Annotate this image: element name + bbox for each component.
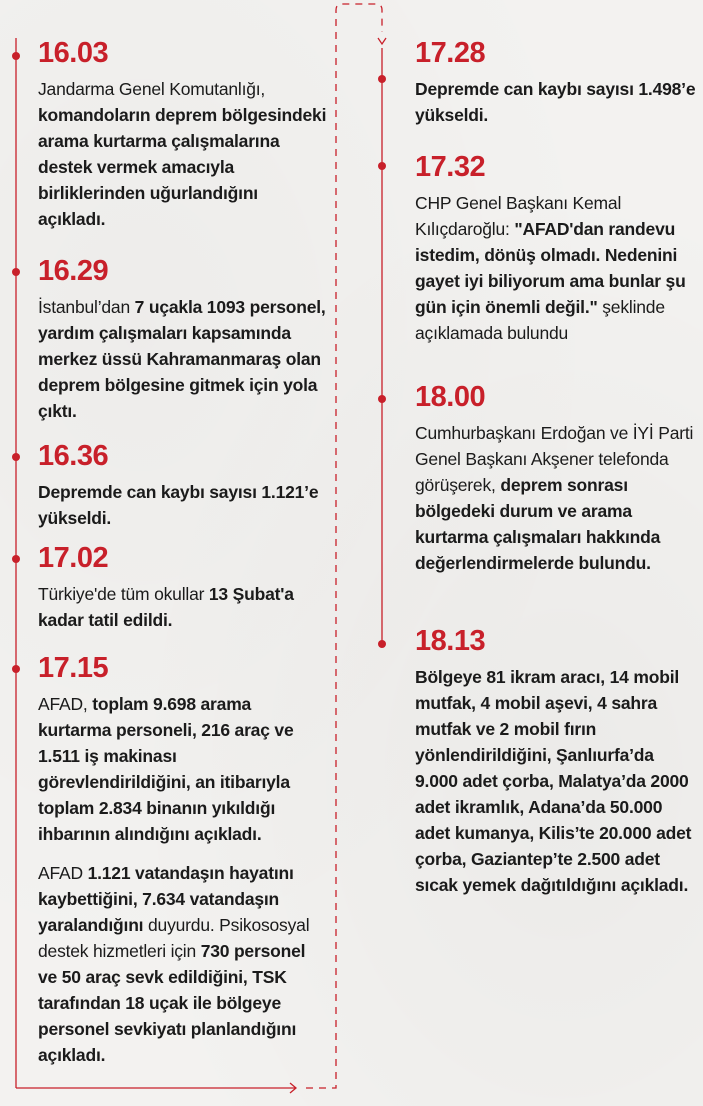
entry-time: 17.02 xyxy=(38,542,109,574)
timeline-entry xyxy=(38,256,328,424)
entry-text xyxy=(415,664,700,898)
bold-text-run: 7 uçakla 1093 personel, yardım çalışmaları kapsamında merkez üssü Kahramanmaraş olan deprem bölgesine gitmek için yola çıktı. xyxy=(38,297,326,421)
entry-text xyxy=(38,860,328,1068)
bold-text-run: toplam 9.698 arama kurtarma personeli, 216 araç ve 1.511 iş makinası görevlendirildiğini, an itibarıyla toplam 2.834 binanın yıkıldığı ihbarının alındığını açıkladı. xyxy=(38,694,294,844)
entry-time: 18.00 xyxy=(415,381,486,413)
entry-time: 17.28 xyxy=(415,37,486,69)
entry-time: 18.13 xyxy=(415,625,486,657)
bold-text-run: Depremde can kaybı sayısı 1.121’e yükseldi. xyxy=(38,482,319,528)
bold-text-run: 1.121 vatandaşın hayatını kaybettiğini, 7.634 vatandaşın yaralandığını xyxy=(38,863,294,935)
bold-text-run: komandoların deprem bölgesindeki arama kurtarma çalışmalarına destek vermek amacıyla birliklerinden uğurlandığını açıkladı. xyxy=(38,105,327,229)
timeline-entry xyxy=(38,543,328,633)
entry-time: 16.36 xyxy=(38,440,109,472)
text-run: CHP Genel Başkanı Kemal Kılıçdaroğlu: xyxy=(415,193,622,239)
timeline-entry xyxy=(38,860,328,1068)
entry-text xyxy=(415,76,700,128)
entry-time: 17.15 xyxy=(38,652,109,684)
text-run: Jandarma Genel Komutanlığı, xyxy=(38,79,266,99)
bold-text-run: 13 Şubat'a kadar tatil edildi. xyxy=(38,584,294,630)
bold-text-run: 730 personel ve 50 araç sevk edildiğini, TSK tarafından 18 uçak ile bölgeye personel sevkiyatı planlandığını açıkladı. xyxy=(38,941,306,1065)
timeline-entry xyxy=(415,152,700,346)
text-run: şeklinde açıklamada bulundu xyxy=(415,297,665,343)
timeline-bullet xyxy=(378,640,386,648)
entry-time: 16.29 xyxy=(38,255,109,287)
timeline-bullet xyxy=(378,162,386,170)
entry-text xyxy=(38,76,328,232)
timeline-bullet xyxy=(12,52,20,60)
down-arrow-icon xyxy=(378,38,386,44)
timeline-entry xyxy=(415,38,700,128)
entry-text xyxy=(38,691,328,847)
entry-text xyxy=(38,479,328,531)
text-run: AFAD, xyxy=(38,694,93,714)
text-run: İstanbul’dan xyxy=(38,297,135,317)
entry-time: 16.03 xyxy=(38,37,109,69)
entry-text xyxy=(415,420,700,576)
timeline-bullet xyxy=(12,268,20,276)
entry-text xyxy=(38,581,328,633)
entry-text xyxy=(38,294,328,424)
text-run: AFAD xyxy=(38,863,88,883)
bold-text-run: Bölgeye 81 ikram aracı, 14 mobil mutfak, 4 mobil aşevi, 4 sahra mutfak ve 2 mobil fırın yönlendirildiğini, Şanlıurfa’da 9.000 adet çorba, Malatya’da 2000 adet ikramlık, Adana’da 50.000 adet kumanya, Kilis’te 20.000 adet çorba, Gaziantep’te 2.500 adet sıcak yemek dağıtıldığını açıkladı. xyxy=(415,667,692,895)
timeline-bullet xyxy=(378,75,386,83)
timeline-bullet xyxy=(378,395,386,403)
timeline-bullet xyxy=(12,665,20,673)
bold-text-run: "AFAD'dan randevu istedim, dönüş olmadı. Nedenini gayet iyi biliyorum ama bunlar şu gün için önemli değil." xyxy=(415,219,686,317)
entry-time: 17.32 xyxy=(415,151,486,183)
timeline-entry xyxy=(415,626,700,898)
text-run: Türkiye'de tüm okullar xyxy=(38,584,209,604)
bold-text-run: deprem sonrası bölgedeki durum ve arama kurtarma çalışmaları hakkında değerlendirmelerde bulundu. xyxy=(415,475,661,573)
bold-text-run: Depremde can kaybı sayısı 1.498’e yükseldi. xyxy=(415,79,696,125)
timeline-entry xyxy=(38,653,328,847)
entry-text xyxy=(415,190,700,346)
timeline-entry xyxy=(415,382,700,576)
timeline-entry xyxy=(38,38,328,232)
timeline-entry xyxy=(38,441,328,531)
timeline-bullet xyxy=(12,555,20,563)
timeline-bullet xyxy=(12,453,20,461)
text-run: duyurdu. Psikososyal destek hizmetleri için xyxy=(38,915,310,961)
text-run: Cumhurbaşkanı Erdoğan ve İYİ Parti Genel Başkanı Akşener telefonda görüşerek, xyxy=(415,423,694,495)
